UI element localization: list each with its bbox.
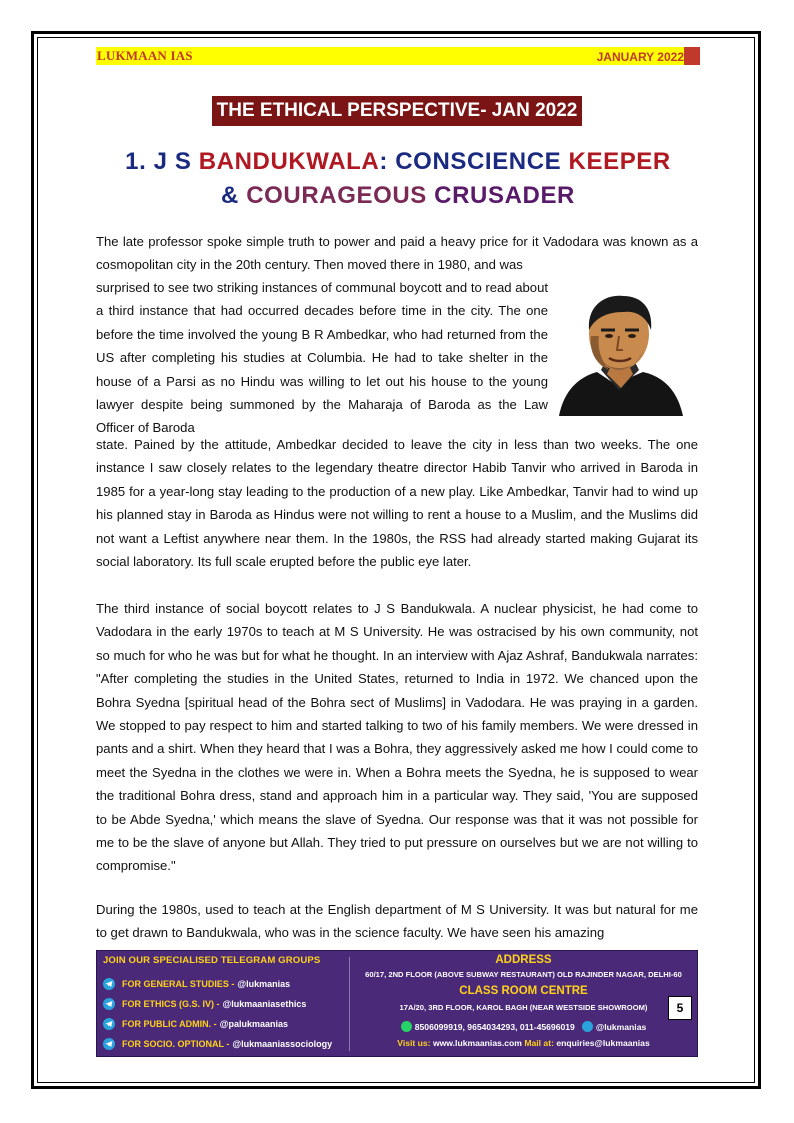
page-number: 5 (668, 996, 692, 1020)
telegram-icon (103, 978, 115, 990)
contact-info (350, 951, 697, 1056)
classroom-address: 17A/20, 3RD FLOOR, KAROL BAGH (NEAR WESTSIDE SHOWROOM) (399, 1003, 648, 1012)
group-handle: @lukmaaniasethics (222, 999, 307, 1009)
telegram-group-item[interactable] (103, 975, 290, 993)
title-part: CRUSADER (434, 182, 575, 209)
telegram-handle[interactable]: @lukmanias (595, 1021, 647, 1032)
telegram-groups (97, 951, 349, 1056)
title-part: KEEPER (568, 148, 671, 175)
whatsapp-icon (401, 1021, 412, 1032)
address-text: 60/17, 2ND FLOOR (ABOVE SUBWAY RESTAURANT) OLD RAJINDER NAGAR, DELHI-60 (365, 970, 682, 979)
group-handle: @palukmaanias (219, 1019, 288, 1029)
address-heading: ADDRESS (495, 954, 552, 966)
group-label: FOR PUBLIC ADMIN. - (122, 1019, 217, 1029)
title-part: & (221, 182, 247, 209)
phone-numbers[interactable]: 8506099919, 9654034293, 011-45696019 (414, 1021, 575, 1032)
title-part: COURAGEOUS (246, 182, 435, 209)
group-label: FOR GENERAL STUDIES - (122, 979, 235, 989)
header-brand: LUKMAAN IAS (97, 48, 193, 63)
paragraph-boycott: The third instance of social boycott relates to J S Bandukwala. A nuclear physicist, he had come to Vadodara in the early 1970s to teach at M S University. He was ostracised by his own community, not so much for who he was but for what he thought. In an interview with Ajaz Ashraf, Bandukwala narrates: "After completing the studies in the United States, returned to India in 1972. We chanced upon the Bohra Syedna [spiritual head of the Bohra sect of Muslims] in Vadodara. He was praying in a garden. We stopped to pay respect to him and started talking to two of his family members. We were dressed in pants and a shirt. When they heard that I was a Bohra, they aggressively asked me how I could come to meet the Syedna in the clothes we were in. When a Bohra meets the Syedna, he is supposed to wear the traditional Bohra dress, stand and approach him in a particular way. They said, 'You are supposed to be Abde Syedna,' which means the slave of Syedna. Our response was that it was not possible for me to be the slave of anyone but Allah. They tried to put pressure on ourselves but we are not willing to compromise." (96, 601, 698, 874)
telegram-group-item[interactable] (103, 1035, 332, 1053)
email-link[interactable]: enquiries@lukmaanias (556, 1038, 650, 1048)
header-tab (684, 47, 700, 65)
paragraph-1980s: During the 1980s, used to teach at the English department of M S University. It was but natural for me to get drawn to Bandukwala, who was in the science faculty. We have seen his amazing (96, 902, 698, 941)
visit-label: Visit us: (397, 1038, 431, 1048)
group-handle: @lukmaaniassociology (232, 1039, 333, 1049)
telegram-heading: JOIN OUR SPECIALISED TELEGRAM GROUPS (103, 955, 321, 966)
title-part: CONSCIENCE (395, 148, 569, 175)
header-date: JANUARY 2022 (596, 50, 684, 64)
section-banner: THE ETHICAL PERSPECTIVE- JAN 2022 (212, 96, 582, 126)
title-part: 1. J S (125, 148, 199, 175)
footer-banner (96, 950, 698, 1057)
telegram-icon (103, 1038, 115, 1050)
phone-line (350, 1021, 697, 1032)
paragraph-intro: The late professor spoke simple truth to power and paid a heavy price for it Vadodara was known as a cosmopolitan city in the 20th century. Then moved there in 1980, and was (96, 234, 698, 273)
telegram-group-item[interactable] (103, 995, 306, 1013)
paragraph-intro-wrapped: surprised to see two striking instances of communal boycott and to read about a third instance that had occurred decades before time in the city. The one before the time involved the young B R Ambedkar, who had returned from the US after completing his studies at Columbia. He had to take shelter in the house of a Parsi as no Hindu was willing to let out his house to the young lawyer despite being summoned by the Maharaja of Baroda as the Law Officer of Baroda (96, 280, 548, 436)
group-label: FOR SOCIO. OPTIONAL - (122, 1039, 230, 1049)
telegram-group-item[interactable] (103, 1015, 288, 1033)
mail-label: Mail at: (524, 1038, 554, 1048)
group-handle: @lukmanias (237, 979, 291, 989)
title-part: : (379, 148, 396, 175)
portrait-illustration (557, 290, 685, 416)
title-part: BANDUKWALA (198, 148, 380, 175)
web-line (350, 1038, 697, 1048)
telegram-icon (582, 1021, 593, 1032)
website-link[interactable]: www.lukmaanias.com (432, 1038, 522, 1048)
article-title (96, 145, 700, 213)
telegram-icon (103, 1018, 115, 1030)
classroom-heading: CLASS ROOM CENTRE (459, 985, 588, 997)
group-label: FOR ETHICS (G.S. IV) - (122, 999, 220, 1009)
paragraph-intro-continued: state. Pained by the attitude, Ambedkar decided to leave the city in less than two weeks. The one instance I saw closely relates to the legendary theatre director Habib Tanvir who arrived in Baroda in 1985 for a year-long stay leading to the production of a new play. Like Ambedkar, Tanvir had to wind up his planned stay in Baroda as Hindus were not willing to rent a house to a Muslim, and the Muslims did not want a Leftist anywhere near them. In the 1980s, the RSS had already started making Gujarat its social laboratory. Its full scale erupted before the public eye later. (96, 437, 698, 570)
telegram-icon (103, 998, 115, 1010)
